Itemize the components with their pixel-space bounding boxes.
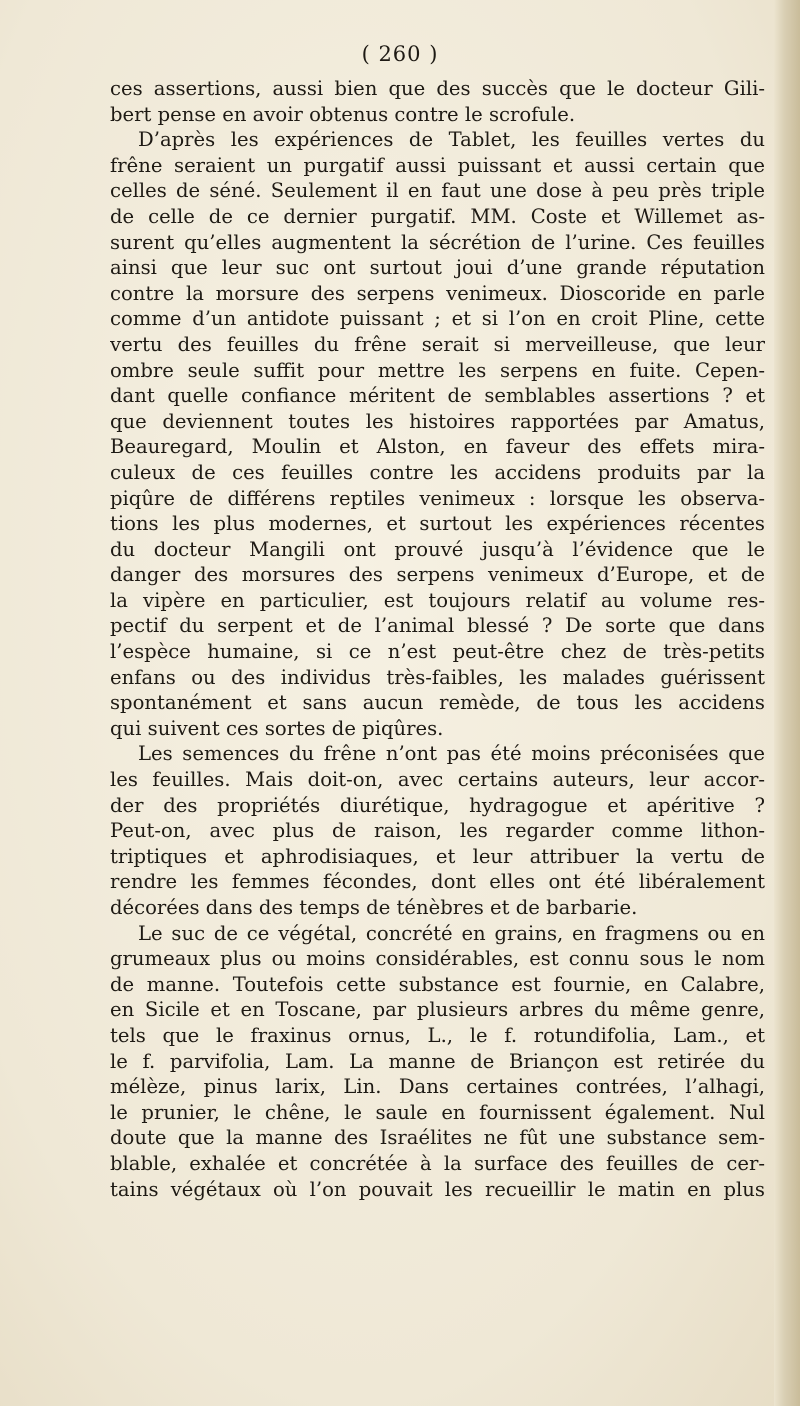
text-line: Beauregard, Moulin et Alston, en faveur des effets mira-	[110, 435, 765, 459]
text-line: tions les plus modernes, et surtout les expériences récentes	[110, 512, 765, 536]
text-line: dant quelle confiance méritent de semblables assertions ? et	[110, 384, 765, 408]
page-edge	[774, 0, 800, 1406]
text-line: spontanément et sans aucun remède, de tous les accidens	[110, 691, 765, 715]
text-line: triptiques et aphrodisiaques, et leur attribuer la vertu de	[110, 844, 765, 868]
text-line: pectif du serpent et de l’animal blessé ? De sorte que dans	[110, 614, 765, 638]
text-line: culeux de ces feuilles contre les accidens produits par la	[110, 460, 765, 484]
text-line: le f. parvifolia, Lam. La manne de Briançon est retirée du	[110, 1049, 765, 1073]
text-line: qui suivent ces sortes de piqûres.	[110, 716, 444, 740]
text-line: décorées dans des temps de ténèbres et de barbarie.	[110, 896, 638, 919]
text-line: l’espèce humaine, si ce n’est peut-être chez de très-petits	[110, 640, 765, 664]
text-line: le prunier, le chêne, le saule en fournissent également. Nul	[110, 1100, 765, 1124]
text-line: tains végétaux où l’on pouvait les recueillir le matin en plus	[110, 1177, 765, 1201]
text-line: D’après les expériences de Tablet, les feuilles vertes du	[138, 128, 765, 152]
text-line: de manne. Toutefois cette substance est fournie, en Calabre,	[110, 972, 765, 996]
text-line: ombre seule suffit pour mettre les serpens en fuite. Cepen-	[110, 358, 765, 382]
text-line: la vipère en particulier, est toujours relatif au volume res-	[110, 588, 765, 612]
text-line: grumeaux plus ou moins considérables, est connu sous le nom	[110, 947, 765, 971]
text-line: piqûre de différens reptiles venimeux : lorsque les observa-	[110, 486, 765, 510]
text-line: ces assertions, aussi bien que des succès que le docteur Gili-	[110, 77, 765, 100]
text-line: danger des morsures des serpens venimeux d’Europe, et de	[110, 563, 765, 587]
text-line: tels que le fraxinus ornus, L., le f. rotundifolia, Lam., et	[110, 1023, 765, 1047]
text-line: frêne seraient un purgatif aussi puissant et aussi certain que	[110, 153, 765, 177]
text-line: enfans ou des individus très-faibles, les malades guérissent	[110, 665, 765, 689]
text-line: Peut-on, avec plus de raison, les regarder comme lithon-	[110, 819, 765, 843]
text-line: Le suc de ce végétal, concrété en grains, en fragmens ou en	[138, 921, 765, 945]
text-line: les feuilles. Mais doit-on, avec certains auteurs, leur accor-	[110, 768, 765, 792]
text-line: contre la morsure des serpens venimeux. Dioscoride en parle	[110, 281, 765, 305]
text-line: celles de séné. Seulement il en faut une dose à peu près triple	[110, 179, 765, 203]
text-line: en Sicile et en Toscane, par plusieurs arbres du même genre,	[110, 998, 765, 1022]
text-line: mélèze, pinus larix, Lin. Dans certaines contrées, l’alhagi,	[110, 1075, 765, 1099]
text-line: que deviennent toutes les histoires rapportées par Amatus,	[110, 409, 765, 433]
body-text	[110, 76, 765, 1202]
text-line: Les semences du frêne n’ont pas été moins préconisées que	[138, 742, 765, 766]
text-line: vertu des feuilles du frêne serait si merveilleuse, que leur	[110, 332, 765, 356]
text-line: surent qu’elles augmentent la sécrétion de l’urine. Ces feuilles	[110, 230, 765, 254]
text-line: bert pense en avoir obtenus contre le scrofule.	[110, 102, 576, 126]
text-line: blable, exhalée et concrétée à la surface des feuilles de cer-	[110, 1151, 765, 1175]
text-line: du docteur Mangili ont prouvé jusqu’à l’évidence que le	[110, 537, 765, 561]
page-number: ( 260 )	[361, 42, 439, 66]
text-line: ainsi que leur suc ont surtout joui d’une grande réputation	[110, 256, 765, 280]
text-line: rendre les femmes fécondes, dont elles ont été libéralement	[110, 870, 765, 894]
text-line: de celle de ce dernier purgatif. MM. Coste et Willemet as-	[110, 204, 765, 228]
text-line: der des propriétés diurétique, hydragogue et apéritive ?	[110, 793, 765, 817]
text-line: comme d’un antidote puissant ; et si l’on en croit Pline, cette	[110, 307, 765, 331]
text-line: doute que la manne des Israélites ne fût une substance sem-	[110, 1126, 765, 1150]
